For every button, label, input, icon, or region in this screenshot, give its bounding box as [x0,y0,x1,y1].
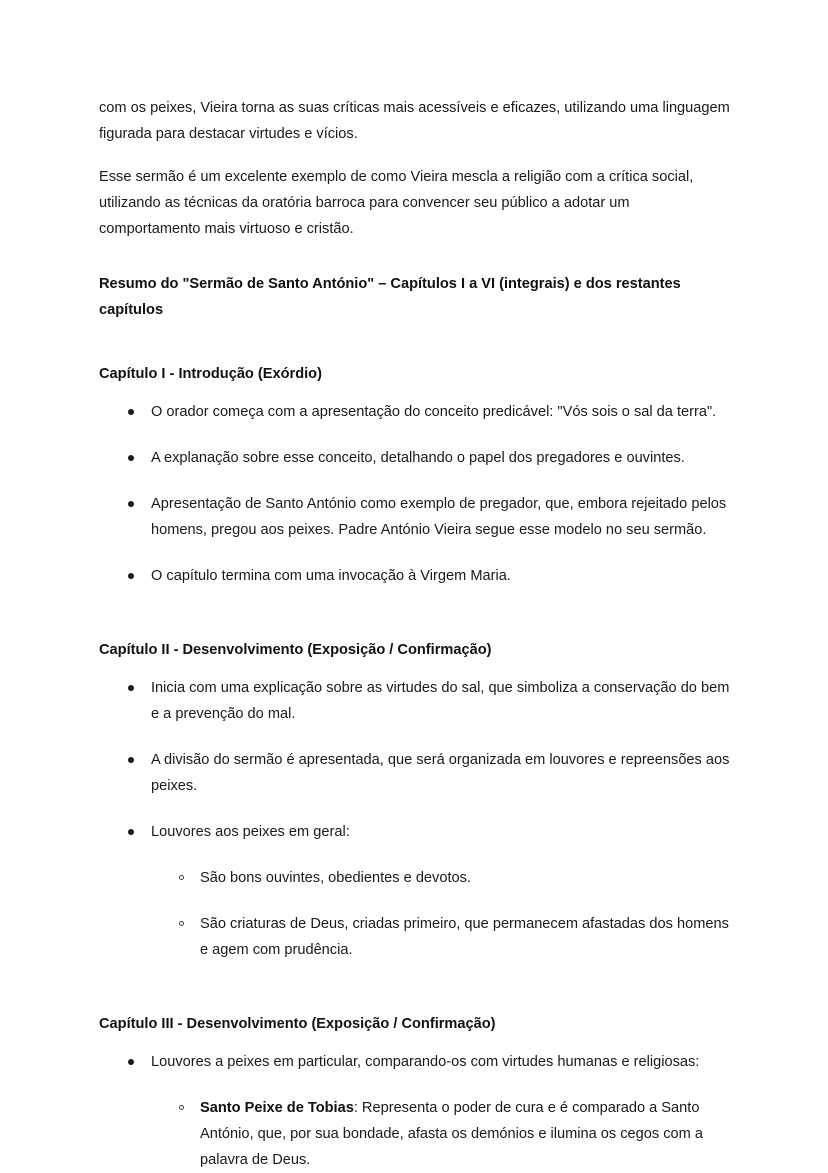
section-heading-capitulo-iii: Capítulo III - Desenvolvimento (Exposição / Confirmação) [99,1016,496,1032]
list-item [99,491,731,543]
list-capitulo-ii [99,675,731,963]
list-item-text: A divisão do sermão é apresentada, que será organizada em louvores e repreensões aos peixes. [151,752,730,794]
document-main-heading: Resumo do "Sermão de Santo António" – Capítulos I a VI (integrais) e dos restantes capítulos [99,276,681,318]
bullet-circle-icon [179,875,184,880]
document-body [99,95,731,1173]
section-heading-capitulo-ii: Capítulo II - Desenvolvimento (Exposição / Confirmação) [99,642,492,658]
bullet-disc-icon [128,1059,134,1065]
sublist-item-definition: : Representa o poder de cura e é comparado a Santo António, que, por sua bondade, afasta os demónios e ilumina os cegos com a palavra de Deus. [200,1100,703,1168]
bullet-disc-icon [128,685,134,691]
list-item-text: Inicia com uma explicação sobre as virtudes do sal, que simboliza a conservação do bem e a prevenção do mal. [151,680,730,722]
bullet-disc-icon [128,829,134,835]
paragraph-continuation: com os peixes, Vieira torna as suas críticas mais acessíveis e eficazes, utilizando uma linguagem figurada para destacar virtudes e vícios. [99,100,730,142]
bullet-circle-icon [179,921,184,926]
list-item-text: Louvores aos peixes em geral: [151,824,350,840]
spacer [99,963,731,999]
list-item-text: Louvores a peixes em particular, comparando-os com virtudes humanas e religiosas: [151,1054,700,1070]
bullet-disc-icon [128,409,134,415]
list-item-text: O orador começa com a apresentação do conceito predicável: "Vós sois o sal da terra". [151,404,717,420]
bullet-disc-icon [128,455,134,461]
list-item [99,819,731,963]
sublist-item-term: Santo Peixe de Tobias [200,1100,354,1116]
bullet-circle-icon [179,1105,184,1110]
spacer [99,323,731,349]
sublist-item [151,1095,731,1173]
list-item-text: A explanação sobre esse conceito, detalhando o papel dos pregadores e ouvintes. [151,450,685,466]
list-capitulo-iii [99,1049,731,1173]
spacer [99,1037,731,1049]
list-item [99,563,731,589]
sublist-item [151,911,731,963]
list-item-text: Apresentação de Santo António como exemplo de pregador, que, embora rejeitado pelos homens, pregou aos peixes. Padre António Vieira segue esse modelo no seu sermão. [151,496,727,538]
bullet-disc-icon [128,501,134,507]
list-item [99,675,731,727]
sublist-louvores-particulares [151,1095,731,1173]
list-item [99,747,731,799]
list-item-text: O capítulo termina com uma invocação à Virgem Maria. [151,568,511,584]
sublist-item-text: São criaturas de Deus, criadas primeiro, que permanecem afastadas dos homens e agem com prudência. [200,916,729,958]
spacer [99,387,731,399]
section-heading-capitulo-i: Capítulo I - Introdução (Exórdio) [99,366,322,382]
paragraph-conclusion: Esse sermão é um excelente exemplo de como Vieira mescla a religião com a crítica social, utilizando as técnicas da oratória barroca para convencer seu público a adotar um comportamento mais virtuoso e cristão. [99,169,694,237]
list-item [99,399,731,425]
sublist-item-text: São bons ouvintes, obedientes e devotos. [200,870,471,886]
list-capitulo-i [99,399,731,589]
sublist-louvores-gerais [151,865,731,963]
sublist-item [151,865,731,891]
spacer [99,589,731,625]
list-item [99,1049,731,1173]
bullet-disc-icon [128,757,134,763]
list-item [99,445,731,471]
bullet-disc-icon [128,573,134,579]
spacer [99,663,731,675]
